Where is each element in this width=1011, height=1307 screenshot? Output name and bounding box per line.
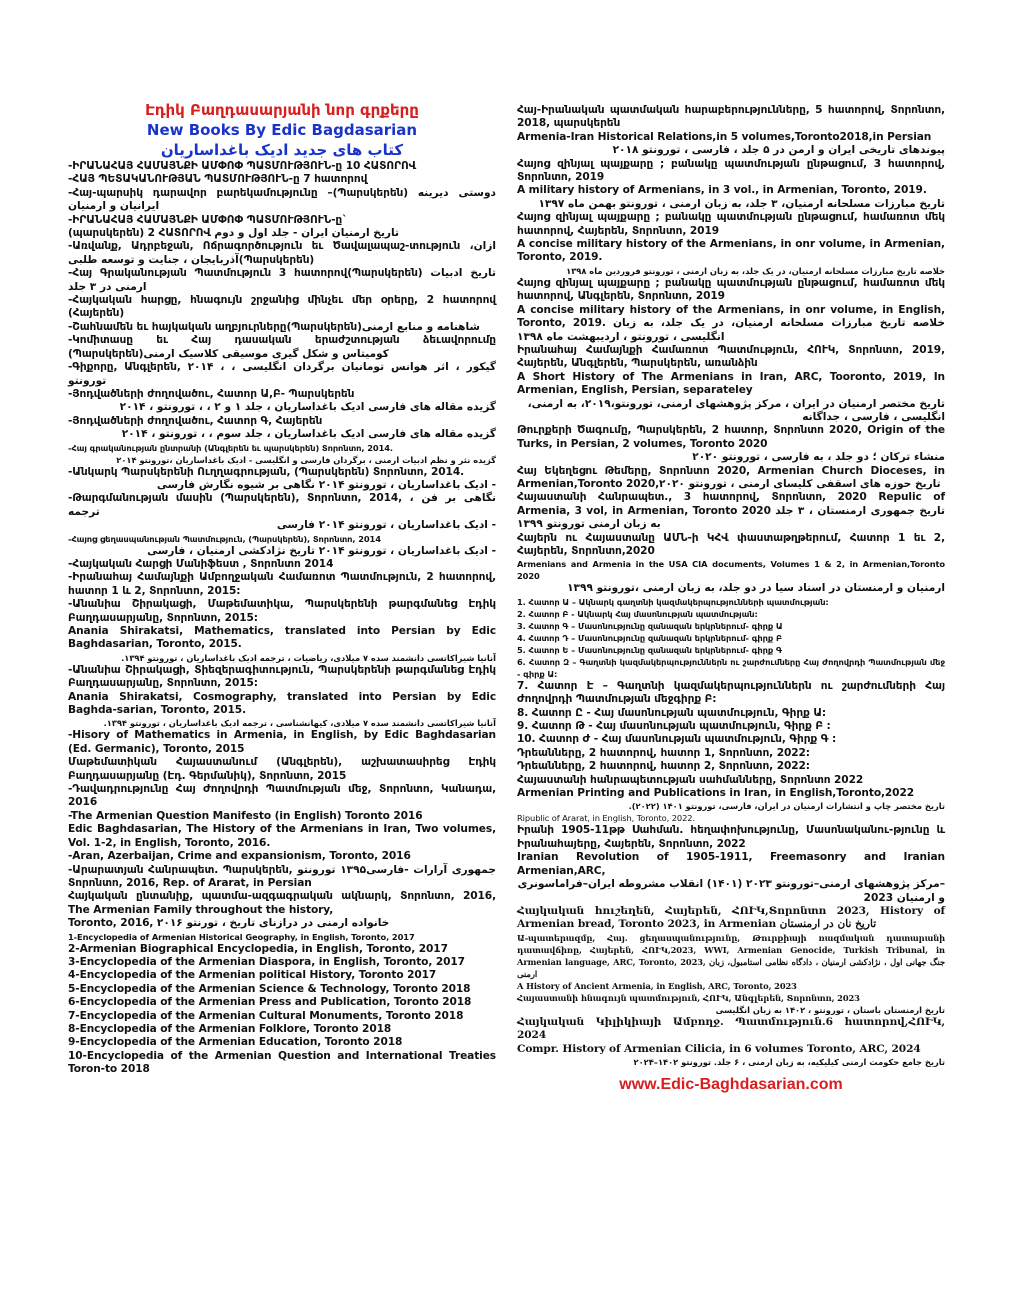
book-entry: ارمنیان و ارمنستان در اسناد سیا در دو جلد، به زبان ارمنی ،تورونتو ۱۳۹۹ bbox=[567, 582, 945, 595]
book-entry: (պարսկերեն) 2 ՀԱՏՈՐՈՎ تاریخ ارمنیان ایران - جلد اول و دوم bbox=[68, 227, 399, 240]
book-entry: -Aran, Azerbaijan, Crime and expansionism, Toronto, 2016 bbox=[68, 850, 411, 863]
book-entry: A Short History of The Armenians in Iran, ARC, Tooronto, 2019, In Armenian, English, Persian, separateley bbox=[517, 370, 945, 397]
book-entry: -Դավադրությունը Հայ Ժողովրդի Պատմության մեջ, Տորոնտո, Կանադա, 2016 bbox=[68, 783, 496, 809]
book-entry: - ادیک باغداساریان ، تورونتو ۲۰۱۴ نگاهی بر شیوه نگارش فارسی bbox=[156, 478, 496, 491]
book-entry: –مرکز پژوهشهای ارمنی–تورونتو ۲۰۲۳ (۱۴۰۱) انقلاب مشروطه ایران–فراماسونری و ارمنیان 2023 bbox=[517, 878, 945, 904]
book-entry: -Հայ գրականության ընտրանի (Անգլերեն եւ պարսկերեն) Տորոնտո, 2014. bbox=[68, 442, 393, 453]
book-entry: Toronto, 2016, خانواده ارمنی در درازنای تاریخ ، تورنتو ۲۰۱۶ bbox=[68, 917, 390, 930]
book-entry: پیوندهای تاریخی ایران و ارمن در ۵ جلد ، فارسی ، تورونتو ۲۰۱۸ bbox=[612, 144, 945, 157]
book-entry: گزیده مقاله های فارسی ادیک باغداساریان ، جلد ۱ و ۲ ، ، تورونتو ، ۲۰۱۴ bbox=[119, 401, 496, 414]
book-entry: -ԻՐԱՆԱՀԱՅ ՀԱՄԱՅՆՔԻ ԱՄՓՈՓ ՊԱՏՄՈՒԹՅՈՒՆ-ը` bbox=[68, 213, 348, 226]
book-entry: -Կոմիտասը եւ Հայ դասական երաժշտության ձեւավորումը (Պարսկերեն)کومیتاس و شکل گیری موسیقی کلاسیک ارمنی bbox=[68, 334, 496, 360]
book-entry: Հայոց զինյալ պայքարը ; բանակը պատմության ընթացում, 3 հատորով, Տորոնտո, 2019 bbox=[517, 157, 945, 184]
book-entry: تاریخ جامع حکومت ارمنی کیلیکیه، به زبان ارمنی ، ۶ جلد. تورونتو ۱۴۰۲–۲۰۲۴ bbox=[633, 1056, 945, 1067]
book-entry: 4. Հատոր Դ – Մասոնությունը զանազան երկրներում- գիրք Բ bbox=[517, 632, 782, 643]
book-entry: منشاء ترکان ؛ دو جلد ، به فارسی ، تورونتو ۲۰۲۰ bbox=[692, 451, 945, 464]
book-entry: 3. Հատոր Գ – Մասոնությունը զանազան երկրներում- գիրք Ա bbox=[517, 620, 783, 631]
book-entry: Compr. History of Armenian Cilicia, in 6 volumes Toronto, ARC, 2024 bbox=[517, 1042, 921, 1055]
book-entry: Հայոց զինյալ պայքարը ; բանակը պատմության ընթացում, համառոտ մեկ հատորով, Անգլերեն, Տորոնտո, 2019 bbox=[517, 276, 945, 303]
book-entry: گزیده مقاله های فارسی ادیک باغداساریان ، جلد سوم ، ، تورونتو ، ۲۰۱۴ bbox=[121, 428, 496, 441]
book-entry: -Գիքորը, Անգլերեն, ۲۰۱۴ ، گیکور ، اثر هوانس تومانیان برگردان انگلیسی ، تورونتو bbox=[68, 361, 496, 387]
book-entry: -Անկարկ Պարսկերենի Ուղղագրության, (Պարսկերեն) Տորոնտո, 2014. bbox=[68, 465, 465, 478]
book-entry: Հայաստանի հնագույն պատմություն, ՀՈՒԿ, Անգլերեն, Տորոնտո, 2023 bbox=[517, 992, 860, 1003]
book-entry: - ادیک باغداساریان ، تورونتو ۲۰۱۴ فارسی bbox=[276, 519, 496, 532]
book-entry: 2. Հատոր Բ - Ակնարկ Հայ մասոնության պատմության: bbox=[517, 608, 758, 619]
book-entry: -Հայ Գրականության Պատմություն 3 հատորով(Պարսկերեն) تاریخ ادبیات ارمنی در ۳ جلد bbox=[68, 267, 496, 293]
book-entry: Anania Shirakatsi, Mathematics, translated into Persian by Edic Baghdasarian, Toronto, 2015. bbox=[68, 625, 496, 651]
book-entry: Հայկական Կիլիկիայի Ամբողջ. Պատմություն.6 հատորով,ՀՈՒԿ, 2024 bbox=[517, 1015, 945, 1042]
book-entry: -Հայկական Հարցի Մանիֆեստ , Տորոնտո 2014 bbox=[68, 557, 334, 570]
book-entry: -Յոդվածների ժողովածու, Հատոր Գ, Հայերեն bbox=[68, 414, 323, 427]
book-entry: Anania Shirakatsi, Cosmography, translated into Persian by Edic Baghda-sarian, Toronto, 2015. bbox=[68, 690, 496, 717]
book-entry: 1-Encyclopedia of Armenian Historical Geography, in English, Toronto, 2017 bbox=[68, 931, 415, 942]
book-entry: -Անանիա Շիրակացի, Մաթեմատիկա, Պարսկերենի թարգմանեց Էդիկ Բաղդասարյանը, Տորոնտո, 2015: bbox=[68, 598, 496, 624]
book-entry: Մաթեմատիկան Հայաստանում (Անգլերեն), աշխատասիրեց Էդիկ Բաղդասարյանը (Էդ. Գերմանիկ), Տորոնտո, 2015 bbox=[68, 756, 496, 782]
book-entry: Հայերն ու Հայաստանը ԱՄՆ-ի ԿՀՎ փաստաթղթերում, Հատոր 1 եւ 2, Հայերեն, Տորոնտո,2020 bbox=[517, 531, 945, 557]
book-entry: آنانیا شیراکاتسی دانشمند سده ۷ میلادی، کیهانشناسی ، ترجمه ادیک باغداساریان ، تورونتو ۱۳۹۴. bbox=[103, 718, 496, 729]
book-entry: 8-Encyclopedia of the Armenian Folklore, Toronto 2018 bbox=[68, 1022, 392, 1035]
book-entry: 2-Armenian Biographical Encyclopedia, in English, Toronto, 2017 bbox=[68, 942, 448, 955]
book-entry: 1. Հատոր Ա – Ակնարկ գաղտնի կազմակերպությունների պատմության: bbox=[517, 596, 829, 607]
book-entry: 6. Հատոր Զ – Գաղտնի կազմակերպություններն ու շարժումները Հայ Ժողովրդի Պատմության մեջ - գիրք Ա: bbox=[517, 656, 945, 679]
book-entry: 9-Encyclopedia of the Armenian Education, Toronto 2018 bbox=[68, 1036, 403, 1049]
book-entry: Armenia-Iran Historical Relations,in 5 volumes,Toronto2018,in Persian bbox=[517, 130, 932, 143]
book-entry: -Շահնամեն եւ հայկական աղբյուրները(Պարսկերեն)شاهنامه و منابع ارمنی bbox=[68, 320, 480, 333]
right-column bbox=[517, 104, 945, 1094]
title-armenian: Էդիկ Բաղդասարյանի նոր գրքերը bbox=[145, 101, 419, 119]
book-entry: تاریخ مبارزات مسلحانه ارمنیان، ۳ جلد، به زبان ارمنی ، تورونتو بهمن ماه ۱۳۹۷ bbox=[538, 197, 945, 210]
book-entry: 7-Encyclopedia of the Armenian Cultural Monuments, Toronto 2018 bbox=[68, 1009, 464, 1022]
book-entry: Իրանահայ Համայնքի Համառոտ Պատմություն, ՀՈՒԿ, Տորոնտո, 2019, Հայերեն, Անգլերեն, Պարսկերեն, առանձին bbox=[517, 343, 945, 370]
book-entry: -Թարգմանության մասին (Պարսկերեն), Տորոնտո, 2014, ، نگاهی بر فن ترجمه bbox=[68, 492, 496, 518]
book-entry: 10-Encyclopedia of the Armenian Question and International Treaties Toron-to 2018 bbox=[68, 1049, 496, 1076]
book-entry: Հայոց զինյալ պայքարը ; բանակը պատմության ընթացում, համառոտ մեկ հատորով, Հայերեն, Տորոնտո, 2019 bbox=[517, 211, 945, 237]
book-entry: آنانیا شیراکاتسی دانشمند سده ۷ میلادی، ریاضیات ، ترجمه ادیک باغداساریان ، تورونتو ۱۳۹۴. bbox=[121, 652, 496, 663]
title-english: New Books By Edic Bagdasarian bbox=[146, 121, 418, 139]
book-entry: -Յոդվածների ժողովածու, Հատոր Ա,Բ- Պարսկերեն bbox=[68, 387, 355, 400]
book-entry: Թուրքերի Ծագումը, Պարսկերեն, 2 հատոր, Տորոնտո 2020, Origin of the Turks, in Persian, 2 volumes, Toronto 2020 bbox=[517, 424, 945, 450]
book-entry: Հայաստանի հանրապետության սահմանները, Տորոնտո 2022 bbox=[517, 773, 864, 786]
book-entry: 5. Հատոր Ե – Մասոնությունը զանազան երկրներում- գիրք Գ bbox=[517, 644, 782, 655]
book-entry: -The Armenian Question Manifesto (in English) Toronto 2016 bbox=[68, 809, 423, 822]
book-entry: -ՀԱՅ ՊԵՏԱԿԱՆՈՒԹՅԱՆ ՊԱՏՄՈՒԹՅՈՒՆ-ը 7 հատորով bbox=[68, 173, 368, 186]
book-entry: Armenians and Armenia in the USA CIA documents, Volumes 1 & 2, in Armenian,Toronto 2020 bbox=[517, 559, 945, 582]
book-entry: Հայկական ընտանիք, պատմա-ազգագրական ակնարկ, Տորոնտո, 2016, The Armenian Family throughout the history, bbox=[68, 890, 496, 916]
book-entry: 9. Հատոր Թ - Հայ մասոնության պատմություն, Գիրք Բ : bbox=[517, 720, 831, 733]
title-persian: کتاب های جدید ادیک باغداساریان bbox=[160, 141, 404, 159]
book-entry: 4-Encyclopedia of the Armenian political History, Toronto 2017 bbox=[68, 969, 437, 982]
book-entry: Edic Baghdasarian, The History of the Armenians in Iran, Two volumes, Vol. 1-2, in English, Toronto, 2016. bbox=[68, 823, 496, 849]
book-entry: -Հայկական հարցը, հնագույն շրջանից մինչեւ մեր օրերը, 2 հատորով (Հայերեն) bbox=[68, 294, 496, 320]
book-entry: گزیده نثر و نظم ادبیات ارمنی ، برگردان فارسی و انگلیسی - ادیک باغداساریان ،تورونتو ۲۰۱۴ bbox=[116, 454, 496, 465]
book-entry: -Արարատյան Հանրապետ. Պարսկերեն, جمهوری آرارات -فارسی۱۳۹۵ تورونتو Տորոնտո, 2016, Rep. of Ararat, in Persian bbox=[68, 863, 497, 889]
book-entry: -Հայ-պարսիկ դարավոր բարեկամությունը –(Պարսկերեն) دوستی دیرینه ایرانیان و ارمنیان bbox=[68, 186, 496, 213]
book-entry: -ԻՐԱՆԱՀԱՅ ՀԱՄԱՅՆՔԻ ԱՄՓՈՓ ՊԱՏՄՈՒԹՅՈՒՆ-ը 10 ՀԱՏՈՐՈՎ bbox=[68, 160, 417, 172]
website-link[interactable]: www.Edic-Baghdasarian.com bbox=[619, 1075, 843, 1093]
book-entry: -Իրանահայ Համայնքի Ամբողջական Համառոտ Պատմություն, 2 հատորով, հատոր 1 և 2, Տորոնտո, 2015: bbox=[68, 571, 496, 597]
book-entry: Հայկական հուշեղեն, Հայերեն, ՀՈՒԿ,Տորոնտո 2023, History of Armenian bread, Toronto 2023, in Armenian تاریخ نان در ارمنستان bbox=[517, 904, 945, 931]
book-entry: 3-Encyclopedia of the Armenian Diaspora, in English, Toronto, 2017 bbox=[68, 955, 465, 968]
book-entry: 10. Հատոր Ժ - Հայ մասոնության պատմություն, Գիրք Գ : bbox=[517, 733, 837, 746]
book-entry: تاریخ مختصر ارمنیان در ایران ، مرکز پژوهشهای ارمنی، تورونتو،۲۰۱۹، به ارمنی، انگلیسی ، فارسی ، جداگانه bbox=[527, 397, 945, 423]
book-entry: Iranian Revolution of 1905-1911, Freemasonry and Iranian Armenian,ARC, bbox=[517, 851, 945, 877]
left-column bbox=[68, 100, 496, 1077]
book-entry: A military history of Armenians, in 3 vol., in Armenian, Toronto, 2019. bbox=[517, 184, 927, 197]
book-entry: A concise military history of the Armenians, in onr volume, in English, Toronto, 2019. خلاصه تاریخ مبارزات مسلحانه ارمنیان، در یک جلد، به زبان انگلیسی ، تورونتو ، اردیبهشت ماه ۱۳۹۸ bbox=[517, 303, 945, 343]
book-entry: Հայաստանի Հանրապետ., 3 հատորով, Տորոնտո, 2020 Repulic of Armenia, 3 vol, in Armenian, Toronto 2020 تاریخ جمهوری ارمنستان ، ۳ جلد به زبان ارمنی تورونتو ۱۳۹۹ bbox=[517, 491, 945, 531]
book-entry: -Հայոց ցեղասպանության Պատմություն, (Պարսկերեն), Տորոնտո, 2014 bbox=[68, 533, 381, 544]
book-entry: Ա-պատերազմը, Հայ. ցեղասպանությունը, Թուրքիայի ռազմական դատարանի դատավճիռը, Հայերեն, ՀՈՒԿ,2023, WWI, Armenian Genocide, Turkish Tribunal, in Armenian language, ARC, Toronto, 2023, جنگ جهانی اول ، نژادکشی ارمنیان ، دادگاه نظامی استامبول، زبان ارمنی bbox=[517, 932, 945, 979]
book-entry: 5-Encyclopedia of the Armenian Science & Technology, Toronto 2018 bbox=[68, 982, 471, 995]
book-list-left bbox=[68, 160, 496, 1077]
book-entry: A History of Ancient Armenia, in English, ARC, Toronto, 2023 bbox=[517, 980, 797, 991]
book-entry: تاریخ مختصر چاپ و انتشارات ارمنیان در ایران، فارسی، تورونتو ۱۴۰۱ (۲۰۲۲). bbox=[628, 801, 945, 812]
book-entry: Armenian Printing and Publications in Iran, in English,Toronto,2022 bbox=[517, 787, 915, 800]
book-entry: A concise military history of the Armenians, in onr volume, in Armenian, Toronto, 2019. bbox=[517, 238, 945, 264]
book-entry: Ripublic of Ararat, in English, Toronto, 2022. bbox=[517, 813, 695, 824]
book-entry: -Առվանք, Ադրբեջան, Ոճրագործություն եւ Ծավալապաշ-տություն ازان، آذربایجان ، جنایت و توسعه طلبی(Պարսկերեն) bbox=[68, 240, 496, 266]
book-entry: - ادیک باغداساریان ، تورونتو ۲۰۱۴ تاریخ نژادکشی ارمنیان ، فارسی bbox=[147, 544, 496, 557]
book-entry: خلاصه تاریخ مبارزات مسلحانه ارمنیان، در یک جلد، به زبان ارمنی ، تورونتو فروردین ماه ۱۳۹۸ bbox=[566, 265, 945, 276]
book-list-right bbox=[517, 104, 945, 1068]
book-entry: 6-Encyclopedia of the Armenian Press and Publication, Toronto 2018 bbox=[68, 996, 472, 1009]
book-entry: -Hisory of Mathematics in Armenia, in English, by Edic Baghdasarian (Ed. Germanic), Toronto, 2015 bbox=[68, 729, 496, 755]
book-entry: -Անանիա Շիրակացի, Տիեզերագիտություն, Պարսկերենի թարգմանեց Էդիկ Բաղդասարյանը, Տորոնտո, 2015: bbox=[68, 663, 496, 690]
book-entry: Դրեանները, 2 հատորով, հատոր 1, Տորոնտո, 2022: bbox=[517, 746, 810, 759]
book-entry: Դրեանները, 2 հատորով, հատոր 2, Տորոնտո, 2022: bbox=[517, 760, 810, 773]
book-entry: 8. Հատոր Ը - Հայ մասոնության պատմություն, Գիրք Ա: bbox=[517, 706, 827, 719]
book-entry: Իրանի 1905-11թթ Սահման. հեղափոխությունը, Մասոնականու-թյունը և Իրանահայերը, Հայերեն, Տորոնտո, 2022 bbox=[517, 824, 945, 850]
book-entry: تاریخ ارمنستان باستان ، تورونتو ، ۱۴۰۲ به زبان انگلیسی bbox=[715, 1004, 945, 1015]
book-entry: Հայ Եկեղեցու Թեմերը, Տորոնտո 2020, Armenian Church Dioceses, in Armenian,Toronto 2020,تاریخ حوزه های اسقفی کلیسای ارمنی ، تورونتو ۲۰۲۰ bbox=[517, 464, 945, 490]
book-entry: Հայ-Իրանական պատմական հարաբերությունները, 5 հատորով, Տորոնտո, 2018, պարսկերեն bbox=[517, 104, 945, 130]
book-entry: 7. Հատոր Է – Գաղտնի կազմակերպություններն ու շարժումների Հայ Ժողովրդի Պատմության մեջգիրք Բ: bbox=[517, 679, 945, 706]
